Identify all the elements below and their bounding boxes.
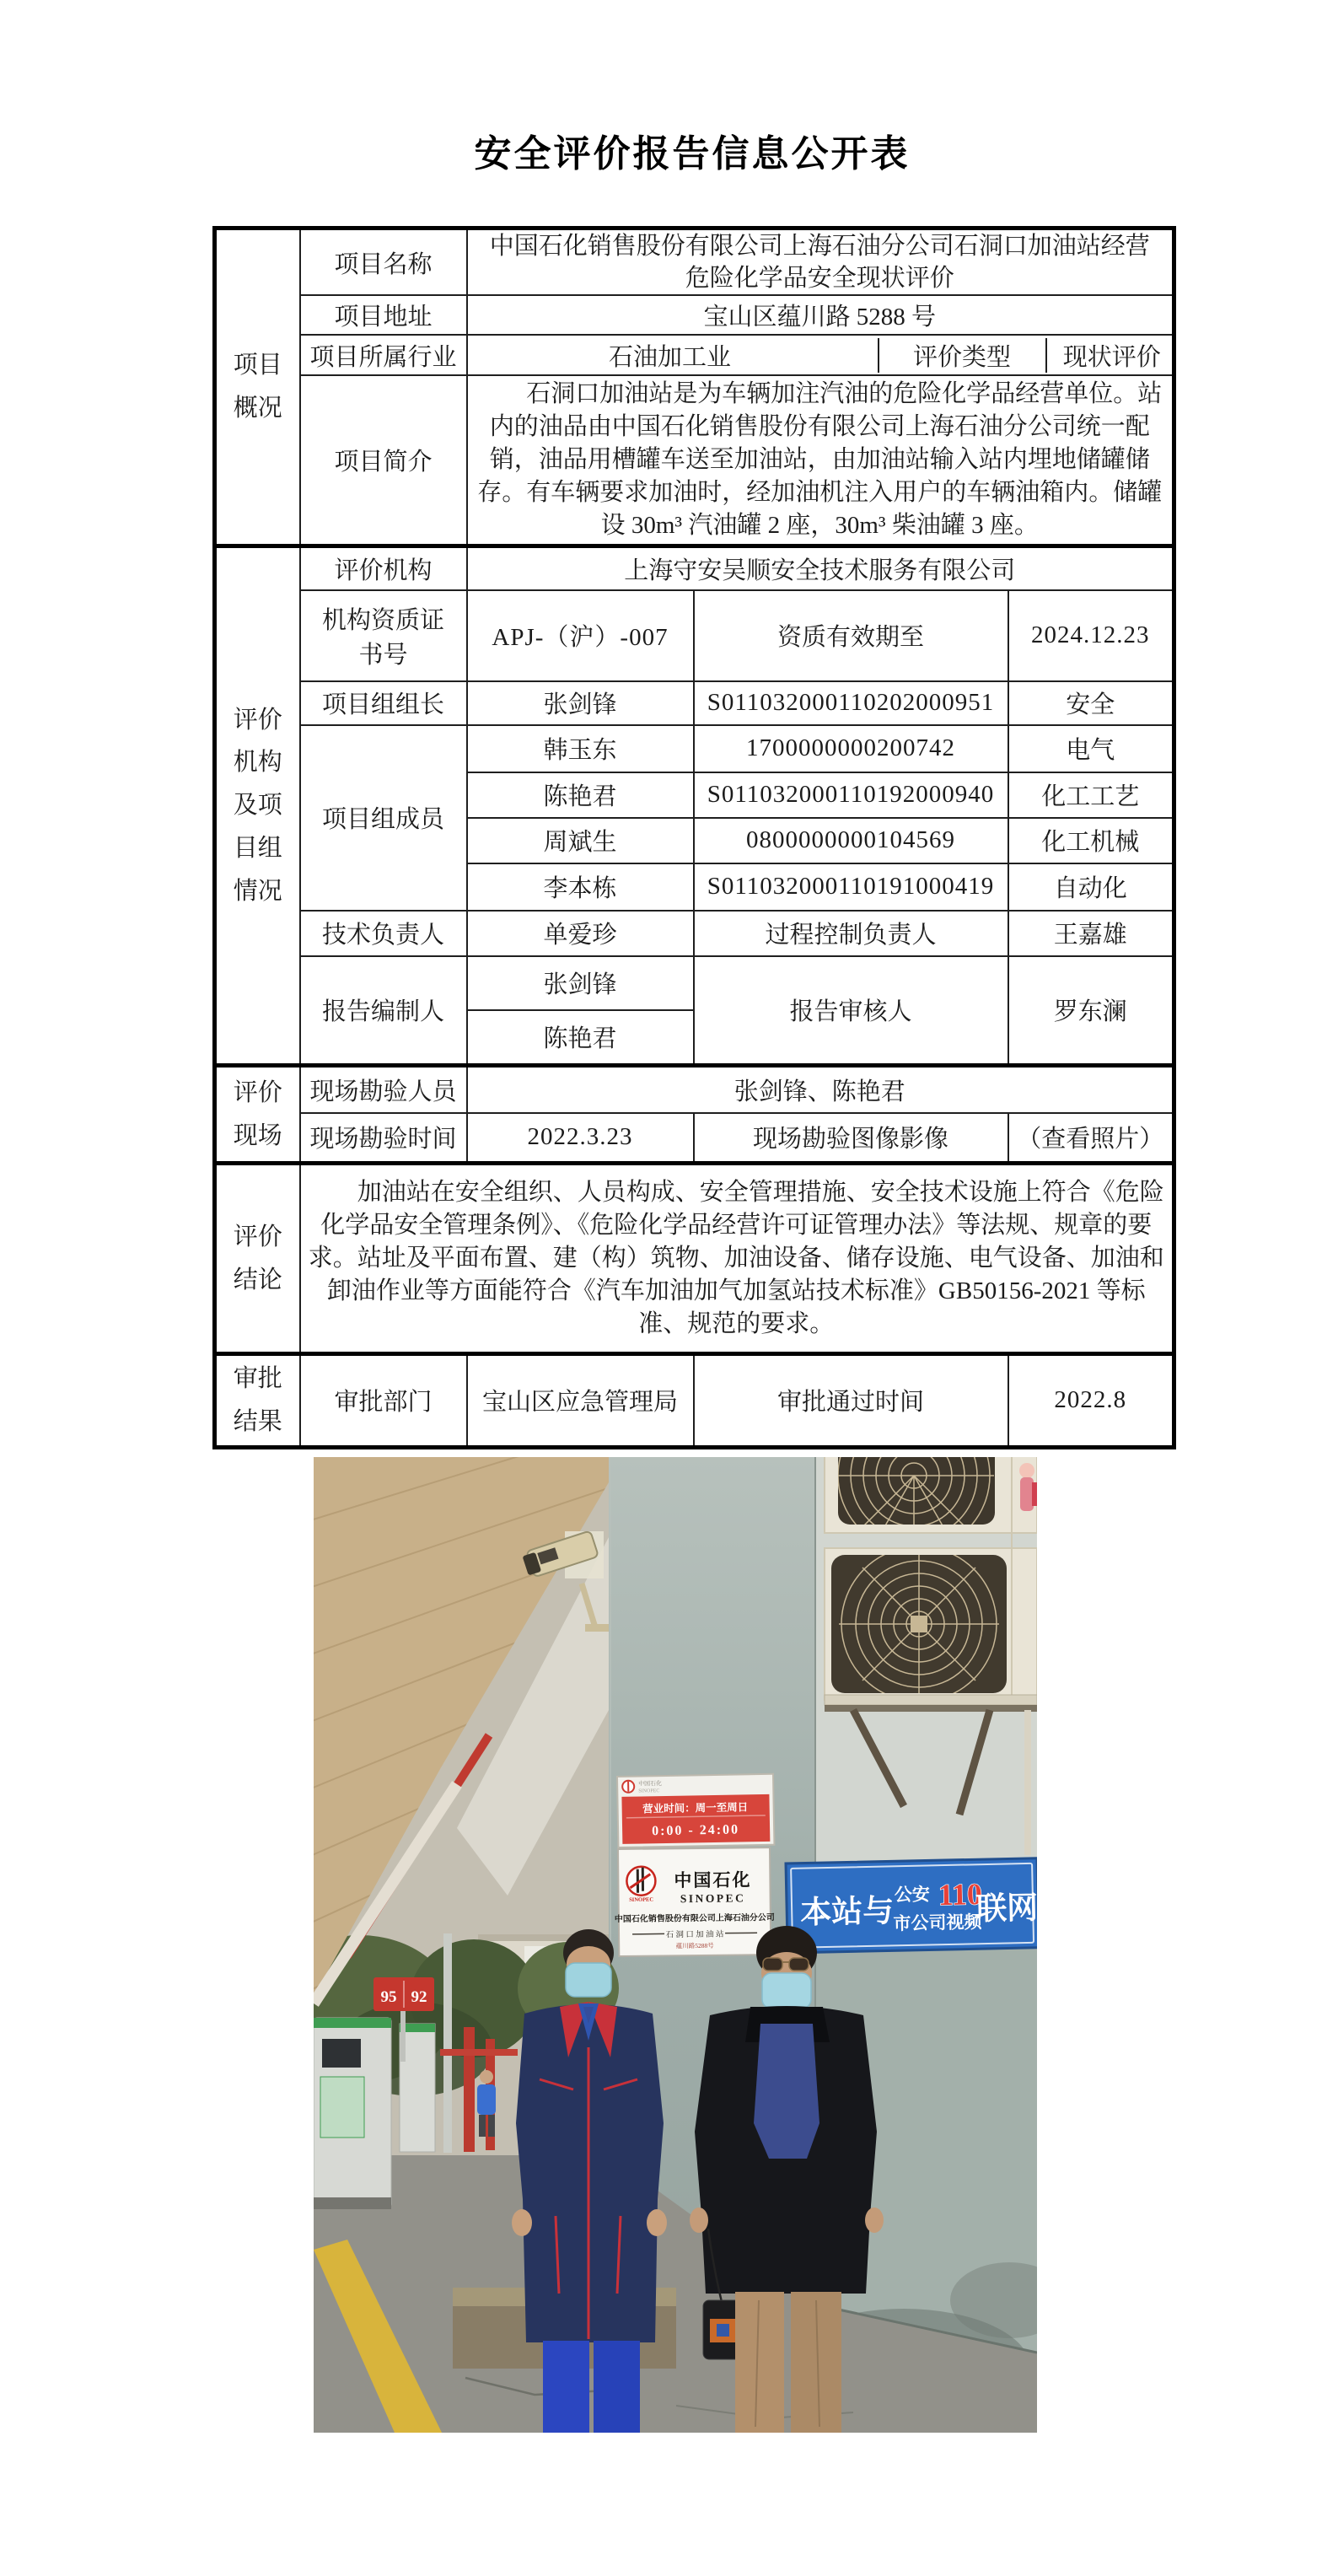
members-label: 项目组成员 — [300, 725, 467, 911]
table-row — [215, 229, 1174, 296]
svg-text:联网: 联网 — [975, 1890, 1037, 1928]
eval-type-value: 现状评价 — [1045, 338, 1174, 373]
project-address-value: 宝山区蕴川路 5288 号 — [467, 295, 1174, 335]
member-cert: 1700000000200742 — [694, 725, 1008, 772]
khaki-trousers — [735, 2292, 784, 2433]
background-person — [480, 2070, 493, 2084]
svg-text:蕴川路5288号: 蕴川路5288号 — [675, 1941, 714, 1950]
project-name-value: 中国石化销售股份有限公司上海石油分公司石洞口加油站经营危险化学品安全现状评价 — [467, 229, 1174, 296]
member-cert: 0800000000104569 — [694, 818, 1008, 863]
svg-text:0:00 - 24:00: 0:00 - 24:00 — [651, 1822, 740, 1839]
section-label-agency: 评价机构及项目组情况 — [215, 546, 300, 1066]
member-major: 化工工艺 — [1008, 772, 1174, 818]
leader-cert: S011032000110202000951 — [694, 681, 1008, 725]
table-row — [215, 911, 1174, 956]
svg-text:SINOPEC: SINOPEC — [629, 1896, 654, 1903]
industry-value: 石油加工业 — [608, 343, 731, 371]
approval-time-label: 审批通过时间 — [694, 1354, 1008, 1448]
red-bollard — [464, 2027, 475, 2152]
blue-sweater — [754, 2024, 819, 2159]
svg-text:SINOPEC: SINOPEC — [680, 1891, 746, 1906]
svg-text:SINOPEC: SINOPEC — [638, 1788, 660, 1794]
field-label: 项目地址 — [300, 295, 467, 335]
field-label: 审批部门 — [300, 1354, 467, 1448]
table-row — [215, 681, 1174, 725]
svg-text:市公司视频: 市公司视频 — [893, 1912, 982, 1934]
field-label: 项目名称 — [300, 229, 467, 296]
svg-text:石 洞 口 加 油 站: 石 洞 口 加 油 站 — [665, 1930, 724, 1940]
hours-sign — [617, 1774, 774, 1847]
section-label-conclusion: 评价结论 — [215, 1164, 300, 1354]
station-sign — [614, 1847, 775, 1956]
view-photos-link[interactable]: （查看照片） — [1008, 1113, 1174, 1164]
table-row — [215, 335, 1174, 375]
face-mask — [566, 1963, 611, 1997]
field-label: 项目所属行业 — [300, 335, 467, 375]
member-name: 陈艳君 — [467, 772, 694, 818]
svg-text:中国石化: 中国石化 — [638, 1780, 663, 1788]
sunglasses — [763, 1958, 782, 1971]
svg-text:营业时间：周一至周日: 营业时间：周一至周日 — [642, 1801, 749, 1815]
table-row — [215, 1164, 1174, 1354]
disclosure-table — [212, 226, 1176, 1449]
svg-text:92: 92 — [411, 1988, 427, 2006]
cert-valid-value: 2024.12.23 — [1008, 590, 1174, 681]
member-cert: S011032000110192000940 — [694, 772, 1008, 818]
agency-cert-value: APJ-（沪）-007 — [467, 590, 694, 681]
svg-text:110: 110 — [938, 1877, 983, 1912]
leader-major: 安全 — [1008, 681, 1174, 725]
survey-time-value: 2022.3.23 — [467, 1113, 694, 1164]
reviewer-label: 报告审核人 — [694, 956, 1008, 1066]
field-label: 现场勘验人员 — [300, 1066, 467, 1113]
svg-text:中国石化: 中国石化 — [674, 1869, 752, 1891]
surveyors-value: 张剑锋、陈艳君 — [467, 1066, 1174, 1113]
face-mask — [762, 1973, 811, 2009]
process-name: 王嘉雄 — [1008, 911, 1174, 956]
table-row — [215, 1066, 1174, 1113]
table-row — [215, 725, 1174, 772]
svg-text:95: 95 — [380, 1988, 397, 2006]
field-label: 项目组组长 — [300, 681, 467, 725]
canopy-pole — [443, 1933, 452, 2153]
member-major: 电气 — [1008, 725, 1174, 772]
authors-label: 报告编制人 — [300, 956, 467, 1066]
section-label-project: 项目概况 — [215, 229, 300, 546]
section-label-approval: 审批结果 — [215, 1354, 300, 1448]
author-name: 张剑锋 — [467, 956, 694, 1010]
police-110-sign — [786, 1858, 1037, 1953]
author-name: 陈艳君 — [467, 1010, 694, 1066]
project-intro-value: 石洞口加油站是为车辆加注汽油的危险化学品经营单位。站内的油品由中国石化销售股份有限公司上海石油分公司统一配销，油品用槽罐车送至加油站，由加油站输入站内埋地储罐储存。有车辆要求加油时，经加油机注入用户的车辆油箱内。储罐设 30m³ 汽油罐 2 座，30m³ 柴油罐 3 座。 — [467, 375, 1174, 546]
cartoon-sticker — [1019, 1463, 1037, 1511]
blue-trousers — [543, 2341, 589, 2433]
table-row — [215, 546, 1174, 590]
table-row — [215, 295, 1174, 335]
field-label: 评价机构 — [300, 546, 467, 590]
site-survey-photo — [314, 1457, 1037, 2433]
leader-name: 张剑锋 — [467, 681, 694, 725]
reviewer-name: 罗东澜 — [1008, 956, 1174, 1066]
field-label: 机构资质证书号 — [300, 590, 467, 681]
member-major: 自动化 — [1008, 863, 1174, 911]
member-cert: S011032000110191000419 — [694, 863, 1008, 911]
eval-type-label: 评价类型 — [878, 338, 1045, 373]
table-row — [215, 956, 1174, 1010]
field-label: 项目简介 — [300, 375, 467, 546]
process-label: 过程控制负责人 — [694, 911, 1008, 956]
table-row — [215, 590, 1174, 681]
member-name: 韩玉东 — [467, 725, 694, 772]
agency-name-value: 上海守安吴顺安全技术服务有限公司 — [467, 546, 1174, 590]
approval-dept-value: 宝山区应急管理局 — [467, 1354, 694, 1448]
cert-valid-label: 资质有效期至 — [694, 590, 1008, 681]
member-name: 李本栋 — [467, 863, 694, 911]
table-row — [215, 1113, 1174, 1164]
media-label: 现场勘验图像影像 — [694, 1113, 1008, 1164]
field-label: 现场勘验时间 — [300, 1113, 467, 1164]
table-row — [215, 375, 1174, 546]
sinopec-logo-icon — [626, 1867, 655, 1903]
page-title: 安全评价报告信息公开表 — [474, 133, 911, 175]
svg-text:中国石化销售股份有限公司上海石油分公司: 中国石化销售股份有限公司上海石油分公司 — [614, 1913, 775, 1925]
svg-text:公安: 公安 — [894, 1884, 931, 1906]
section-label-site: 评价现场 — [215, 1066, 300, 1164]
table-row — [215, 1354, 1174, 1448]
svg-text:本站与: 本站与 — [799, 1894, 895, 1931]
field-label: 技术负责人 — [300, 911, 467, 956]
tech-lead-name: 单爱珍 — [467, 911, 694, 956]
member-name: 周斌生 — [467, 818, 694, 863]
member-major: 化工机械 — [1008, 818, 1174, 863]
conclusion-text: 加油站在安全组织、人员构成、安全管理措施、安全技术设施上符合《危险化学品安全管理条例》、《危险化学品经营许可证管理办法》等法规、规章的要求。站址及平面布置、建（构）筑物、加油设备、储存设施、电气设备、加油和卸油作业等方面能符合《汽车加油加气加氢站技术标准》GB50156-2021 等标准、规范的要求。 — [300, 1164, 1174, 1354]
approval-time-value: 2022.8 — [1008, 1354, 1174, 1448]
